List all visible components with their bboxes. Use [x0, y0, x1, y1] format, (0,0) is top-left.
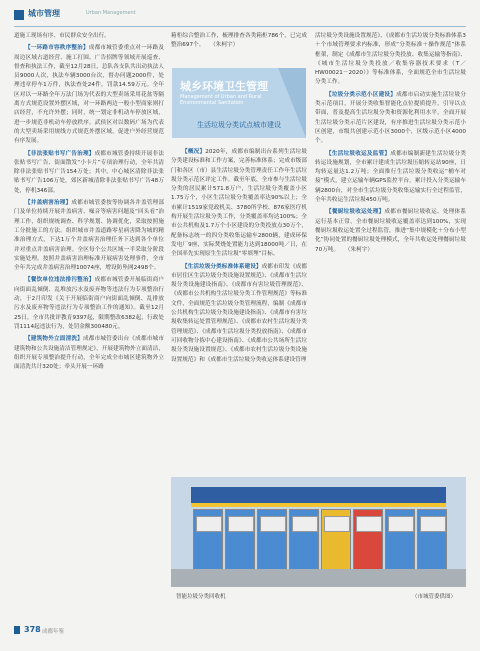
bin-blue: [257, 509, 287, 571]
paragraph-heading: 【一环路市容秩序整治】: [25, 45, 89, 52]
column-3: [315, 32, 466, 258]
bin-blue: [385, 509, 415, 571]
bin-blue: [193, 509, 223, 571]
section-title: 城市管理: [28, 9, 60, 18]
paragraph: 道施工现场有序、市民群众安全出行。: [14, 33, 110, 39]
bin-red: [353, 509, 383, 571]
paragraph-heading: 【餐饮单位违法排污整治】: [25, 277, 95, 284]
paragraph-heading: 【建筑物外立面清洗】: [25, 336, 83, 343]
bin-blue: [225, 509, 255, 571]
footer-square-icon: [14, 626, 20, 634]
paragraph: 活垃圾分类设施设置规范》、《成都市生活垃圾分类标准体系3＋个市域管理要求内标准，形成“分类标准＋操作规范”体系框架，制定《成都市生活垃圾分类投放、收集运输等指南》、《城市生活垃圾分类投放／收集容器技术要求（T／HW00021－2020）》等标准体系，全面规范全市生活垃圾分类工作。: [315, 33, 466, 86]
paragraph: 【生活垃圾分类标准体系建设】成都市印发《成都市居住区生活垃圾分类设施设置规范》、《成都市生活垃圾分类设施建设指南》、《成都市有害垃圾管理规范》、《成都市公共机构生活垃圾分类工作管理规范》等标准文件，全面规范生活垃圾分类管理流程，编制《成都市公共机构生活垃圾分类设施建设指南》、《成都市有害垃圾收集转运处置管理规范》、《成都市农村生活垃圾分类管理规范》、《成都市生活垃圾分类投放指南》、《成都市可回收物分拣中心建设指南》、《成都市公共场所生活垃圾分类设施设置规范》、《成都市农村生活垃圾分类设施设置规范》和《成都市生活垃圾分类收运体系建设管理: [171, 263, 308, 363]
photo-credit: （市城管委供图）: [412, 594, 457, 600]
section-title-en: Urban Management: [86, 10, 136, 16]
photo-recycling-machine: [171, 477, 466, 587]
section-title-box: [172, 68, 306, 138]
paragraph: 【生活垃圾收运及监管】成都市编制新建生活垃圾分类转运设施规划，全市累计建成生活垃圾压缩转运站90座，日均转运量达1.2万吨；全面推行生活垃圾分类收运“桶车对接”模式，建立运输车辆GPS监控平台，累计投入分类运输车辆2800台，对全市生活垃圾分类收集运输实行全过程监管，全年共收运生活垃圾450万吨。: [315, 150, 466, 204]
paragraph-heading: 【生活垃圾分类标准体系建设】: [182, 263, 262, 270]
page-header: [14, 6, 466, 27]
photo-caption: 智能垃圾分类回收机: [176, 594, 226, 600]
paragraph: 【建筑物外立面清洗】成都市城管委出台《成都市城市建筑物和公共设施清洁管理规定》，开展建筑物外立面清洁，组织开展专项整治提升行动，全年完成全市城区建筑物外立面清洗共计320处；牵头开展一环路: [14, 336, 164, 371]
ground: [171, 569, 466, 587]
machine-yellow-stripe: [191, 503, 446, 507]
paragraph: 【餐厨垃圾收运处理】成都市餐厨垃圾收运、处理体系运行基本正常，全市餐厨垃圾收运覆盖率达到100%，实现餐厨垃圾收运处置全过程监管，推进“集中规模化＋分布小型化”协同处置的餐厨垃圾处理模式，全年共收运处理餐厨垃圾70万吨。 （朱柯宇）: [315, 209, 466, 253]
paragraph: 【非法张贴书写广告治理】成都市城管委持续开展非法张贴书写广告、街面散发“小卡片”专项治理行动，全年共清除非法张贴书写广告154万处；其中，中心城区清除非法张贴书写广告106万处，郊区新城清除非法张贴书写广告48万处，停机346部。: [14, 150, 164, 194]
page-number: 378: [24, 625, 41, 634]
column-2-top: [171, 32, 307, 54]
paragraph-heading: 【餐厨垃圾收运处理】: [326, 209, 385, 216]
subsection-title: 生活垃圾分类试点城市建设: [197, 121, 281, 129]
paragraph: 【垃圾分类示范小区建设】成都市启动实施生活垃圾分类示范项目，开展分类收集智能化点位提质提升，引导以点带面，普及提高生活垃圾分类和资源化利用水平，全面开展生活垃圾分类示范片区建设，有序推进生活垃圾分类示范小区创建，市级共创建示范小区3000个，区级示范小区4000个。: [315, 91, 466, 145]
bin-yellow: [321, 509, 351, 571]
paragraph: 【餐饮单位违法排污整治】成都市城管委开展临街商户向街面乱倾倒、乱堆放污水及废弃物等违法行为专项整治行动，于2月印发《关于开展临街商户向街面乱倾倒、乱排放污水及废弃物等违法行为专项整治工作的通知》。截至12月25日，全市共批评教育9397起，限期整改6382起，行政处罚1114起违法行为，处罚金额300480元。: [14, 277, 164, 330]
page-footer: [14, 622, 466, 638]
footer-label: 成都年鉴: [42, 629, 65, 635]
paragraph: 【井盖病害治理】成都市城管委按等协调各井盖管理部门及单位持续开展井盖病害、噪音等病害问题及“回头看”治理工作，组织规统调查、科学规划、协调优化，采取按照施工分批施工的方法。组织城市井盖道路零星病害降为城的精准治理方式，下达1万个井盖病害治理任务下达到各个单位并对重点井盖病害治理。全区每个公共区域一半采取分阶段实施处理。按照井盖病害治理标准开展病害处理事件，全市全年共完成井盖病害治理10074座，增设防坠网2498个。: [14, 200, 164, 272]
section-square-icon: [14, 10, 24, 20]
bin-blue: [289, 509, 319, 571]
bin-blue: [417, 509, 447, 571]
machine-top-panel: [191, 487, 446, 503]
paragraph: 箱柜综合整治工作，梳理排查各类箱柜786个，已完成整治697个。 （朱柯宇）: [171, 33, 307, 49]
paragraph: 【概况】2020年，成都市编制出台系列生活垃圾分类建设标准和工作方案，完善标准体系；完成市级部门和各区（市）县生活垃圾分类管理责任工作年生活垃圾分类示范区评定工作。截至年底，全市参与生活垃圾分类的居民累计571.8万户，生活垃圾分类覆盖小区1.75万个，小区生活垃圾分类覆盖率达90%以上；全市累计1519家党政机关、3780所学校、876家医疗机构开展生活垃圾分类工作，分类覆盖率均达100%；全市公共机构及1.7万个小区建设的分类投放点30万个，配备标志统一的四分类收集运输车2800辆，建成环保发电厂9座，实际焚烧处置能力达到18000吨／日，在全国率先实现原生生活垃圾“零填埋”目标。: [171, 149, 308, 258]
paragraph: 【一环路市容秩序整治】成都市城管委重点对一环路及周边区域占道经营、施工打围、广告招牌等领域开展巡查、督查和执法工作，截至12月28日，总队各支队共出动执法人员9000人次，执法车辆3000台次，督办问题2000件，处理违章停车1万件，执法查处24件，罚款14.59万元。全年区对以一环路全年万法门场为代表的大型卖场采用花盆等隔离方式规范设置外摆区域，对一环路两边一般小型商家则打店经营，不允许外摆；同时，统一划定非机动车停放区域，进一步规范非机动车停放秩序。武侯区对以数码广场为代表的大型卖场采用规线方式规范外摆区域，促进户外经营规范有序发展。: [14, 45, 164, 145]
paragraph-heading: 【井盖病害治理】: [25, 200, 72, 207]
paragraph-heading: 【生活垃圾收运及监管】: [326, 150, 391, 157]
chapter-title: 城乡环境卫生管理: [180, 80, 268, 93]
paragraph-heading: 【概况】: [182, 149, 206, 155]
chapter-title-en: Management of Urban and Rural Environmental Sanitation: [180, 94, 262, 106]
column-1: [14, 32, 164, 375]
paragraph-heading: 【非法张贴书写广告治理】: [25, 150, 95, 157]
paragraph-heading: 【垃圾分类示范小区建设】: [326, 91, 397, 98]
column-2: [171, 148, 307, 368]
